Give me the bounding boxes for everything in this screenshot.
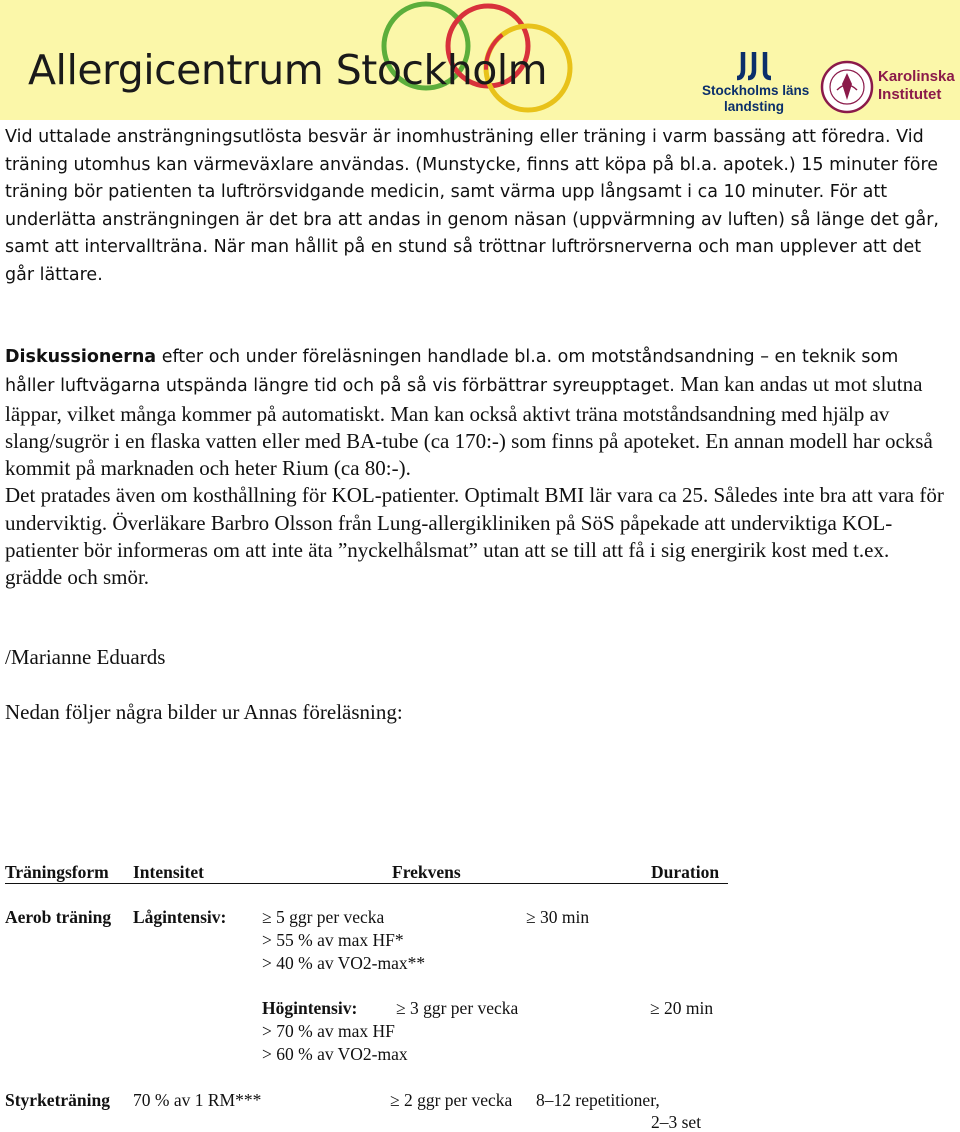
images-intro: Nedan följer några bilder ur Annas föreläsning:	[5, 700, 403, 724]
ki-name-line2: Institutet	[878, 86, 942, 103]
sll-name-line2: landsting	[724, 99, 784, 114]
discussion-rest: Man kan andas ut mot slutna läppar, vilket många kommer på automatiskt. Man kan också aktivt träna motståndsandning med hjälp av slang/sugrör i en flaska vatten eller med BA-tube (ca 170:-) som finns på apoteket. En annan modell har också kommit på marknaden och heter Rium (ca 80:-).	[5, 372, 933, 481]
header-duration: Duration	[651, 862, 720, 882]
styrke-intensity: 70 % av 1 RM***	[133, 1090, 262, 1110]
header-banner	[0, 0, 960, 120]
aerob-low-note2: > 40 % av VO2-max**	[262, 953, 426, 973]
styrke-form: Styrketräning	[5, 1090, 110, 1110]
aerob-form: Aerob träning	[5, 907, 112, 927]
aerob-high-note1: > 70 % av max HF	[262, 1021, 395, 1041]
site-title: Allergicentrum Stockholm	[28, 46, 548, 94]
signature: /Marianne Eduards	[5, 645, 166, 669]
header-traningsform: Träningsform	[5, 862, 109, 882]
styrke-freq: ≥ 2 ggr per vecka	[390, 1090, 513, 1110]
aerob-low-freq: ≥ 5 ggr per vecka	[262, 907, 385, 927]
paragraph-nutrition: Det pratades även om kosthållning för KOL-patienter. Optimalt BMI lär vara ca 25. Således inte bra att vara för underviktig. Överläkare Barbro Olsson från Lung-allergikliniken på SöS påpekade att underviktiga KOL-patienter bör informeras om att inte äta ”nyckelhålsmat” utan att se till att få i sig energirik kost med t.ex. grädde och smör.	[5, 483, 944, 590]
aerob-high-note2: > 60 % av VO2-max	[262, 1044, 408, 1064]
paragraph-discussion	[5, 342, 945, 592]
aerob-high-freq: ≥ 3 ggr per vecka	[396, 998, 519, 1018]
discussion-lead: Diskussionerna	[5, 347, 157, 367]
discussion-tail: efter och under föreläsningen handlade bl.a. om motståndsandning – en teknik som håller luftvägarna utspända längre tid och på så vis förbättrar syreupptaget.	[5, 347, 899, 397]
paragraph-training-advice: Vid uttalade ansträngningsutlösta besvär är inomhusträning eller träning i varm bassäng att föredra. Vid träning utomhus kan värmeväxlare användas. (Munstycke, finns att köpa på bl.a. apotek.) 15 minuter före träning bör patienten ta luftrörsvidgande medicin, samt värma upp långsamt i ca 10 minuter. För att underlätta ansträngningen är det bra att andas in genom näsan (uppvärmning av luften) så länge det går, samt att intervallträna. När man hållit på en stund så tröttnar luftrörsnerverna och man upplever att det går lättare.	[5, 127, 939, 285]
aerob-low-note1: > 55 % av max HF*	[262, 930, 404, 950]
styrke-sets: 2–3 set	[651, 1112, 702, 1132]
aerob-low-label: Lågintensiv:	[133, 907, 227, 927]
ki-name-line1: Karolinska	[878, 68, 955, 85]
sll-name-line1: Stockholms läns	[702, 83, 810, 98]
aerob-high-duration: ≥ 20 min	[650, 998, 714, 1018]
karolinska-seal-icon	[820, 60, 874, 114]
table-header-row	[5, 862, 728, 884]
aerob-high-label: Högintensiv:	[262, 998, 358, 1018]
sll-emblem-icon	[736, 50, 772, 82]
sll-logo	[700, 50, 810, 116]
styrke-reps: 8–12 repetitioner,	[536, 1090, 660, 1110]
header-frekvens: Frekvens	[392, 862, 461, 882]
aerob-low-duration: ≥ 30 min	[526, 907, 590, 927]
header-intensitet: Intensitet	[133, 862, 204, 882]
